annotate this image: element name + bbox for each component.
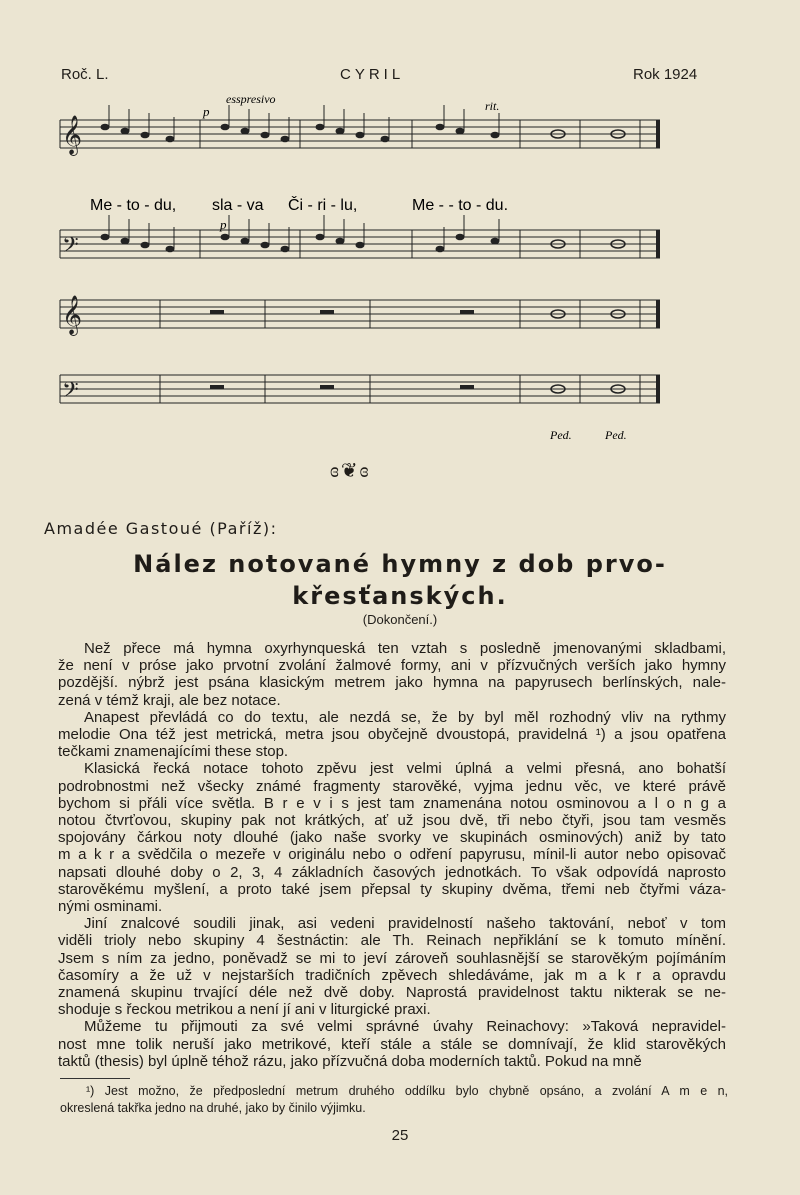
article-author: Amadée Gastoué (Paříž):	[44, 519, 278, 538]
note-head	[491, 238, 500, 245]
header-journal-title: CYRIL	[340, 66, 405, 83]
note-head	[356, 132, 365, 139]
final-barline	[656, 230, 660, 258]
text-line: pozdější. nýbrž jest psána klasickým metrem jako hymna na papyrusech berlínských, nale-	[58, 674, 726, 692]
note-head	[261, 132, 270, 139]
text-line: znamená skupinu trvající déle než dvě doby. Naprostá pravidelnost taktu nikterak se ne-	[58, 984, 726, 1002]
note-head	[336, 128, 345, 135]
text-line: viděli trioly nebo skupiny 4 šestnáctin: ale Th. Reinach nepřiklání se k tomuto mínění.	[58, 932, 726, 950]
note-head	[436, 124, 445, 131]
expression-marking: esspresivo	[226, 92, 276, 106]
ritardando-marking: rit.	[485, 99, 500, 113]
final-barline	[656, 375, 660, 403]
text-line: bychom si přáli více světla. B r e v i s jest tam znamenána notou osminovou a l o n g a	[58, 794, 726, 812]
note-head	[166, 136, 175, 143]
note-head	[316, 234, 325, 241]
text-line: že není v próse jako prvotní zvolání žalmové formy, ani v přízvučných verších jako hymny	[58, 657, 726, 675]
lyric-4: Me - - to - du.	[412, 197, 509, 214]
text-line: m a k r a svědčila o mezeře v originálu nebo o odření papyrusu, mínil-li autor nebo opisovač	[58, 846, 726, 864]
ornament: ɞ❦ɞ	[330, 460, 371, 482]
footnote	[60, 1083, 728, 1117]
paragraph	[58, 1018, 726, 1070]
text-line: Jsem s ním za jedno, poněvadž se mi to jeví zároveň souhlasnější se starověkým pojímáním	[58, 949, 726, 967]
whole-rest	[210, 310, 224, 314]
staves	[60, 120, 660, 403]
text-line: shoduje s řeckou metrikou a není jí ani v liturgické praxi.	[58, 1001, 431, 1019]
note-head	[336, 238, 345, 245]
text-line: Klasická řecká notace tohoto zpěvu jest velmi úplná a velmi přesná, ano bohatší	[84, 760, 726, 778]
text-line: zená v témž kraji, ale bez notace.	[58, 691, 281, 709]
note-head	[436, 246, 445, 253]
text-line: melodie Ona též jest metrická, metra jsou obyčejně dvoustopá, pravidelná ¹) a jsou opatřena	[58, 726, 726, 744]
clef: 𝄢	[62, 233, 79, 262]
text-line: notou čtvrťovou, skupiny pak not krátkých, ať už jsou dvě, tři nebo čtyři, jsou tam vesměs	[58, 812, 726, 830]
note-head	[141, 132, 150, 139]
article-title-line-1: Nález notované hymny z dob prvo-	[133, 550, 667, 578]
whole-rest	[320, 310, 334, 314]
notes	[62, 105, 660, 407]
lyric-2: sla - va	[212, 197, 264, 214]
page-number: 25	[391, 1127, 409, 1144]
text-line: Jiní znalcové soudili jinak, asi vedeni pravidelností našeho taktování, neboť v tom	[84, 915, 726, 933]
note-head	[456, 234, 465, 241]
note-head	[281, 246, 290, 253]
final-barline	[656, 120, 660, 148]
note-head	[166, 246, 175, 253]
note-head	[141, 242, 150, 249]
pedal-marking-1: Ped.	[550, 428, 572, 442]
note-head	[121, 128, 130, 135]
lyric-1: Me - to - du,	[90, 197, 177, 214]
paragraph	[58, 640, 726, 709]
final-barline	[656, 300, 660, 328]
paragraph	[58, 709, 726, 761]
dynamic-p: p	[203, 104, 210, 119]
text-line: Můžeme tu přijmouti za své velmi správné úvahy Reinachovy: »Taková nepravidel-	[84, 1018, 726, 1036]
article-subtitle: (Dokončení.)	[362, 612, 438, 627]
article-title-line-2: křesťanských.	[292, 582, 508, 610]
clef: 𝄞	[62, 117, 83, 154]
dynamic-p-lower: p	[220, 217, 227, 232]
text-line: taktů (thesis) byl úplně téhož rázu, jako přízvučná doba moderních taktů. Pokud na mně	[58, 1052, 642, 1070]
note-head	[281, 136, 290, 143]
whole-rest	[320, 385, 334, 389]
note-head	[101, 124, 110, 131]
pedal-marking-2: Ped.	[605, 428, 627, 442]
footnote-line: okreslená takřka jedno na druhé, jako by činilo výjimku.	[60, 1101, 366, 1115]
note-head	[356, 242, 365, 249]
paragraph	[58, 760, 726, 915]
text-line: podrobnostmi než všecky známé fragmenty starověké, vyjma jednu věc, ve které právě	[58, 777, 726, 795]
header-volume: Roč. L.	[61, 66, 109, 83]
footnote-divider	[60, 1078, 130, 1079]
whole-rest	[460, 385, 474, 389]
header-year: Rok 1924	[633, 66, 698, 83]
article-body	[58, 640, 726, 1070]
note-head	[121, 238, 130, 245]
text-line: nými osminami.	[58, 898, 163, 916]
note-head	[221, 124, 230, 131]
note-head	[456, 128, 465, 135]
whole-rest	[460, 310, 474, 314]
text-line: spojovány čárkou noty dlouhé (jako naše svorky ve skupinách osminových) aniž by tato	[58, 829, 726, 847]
note-head	[491, 132, 500, 139]
text-line: tečkami znamenajícími these stop.	[58, 743, 289, 761]
note-head	[241, 238, 250, 245]
clef: 𝄞	[62, 297, 83, 334]
note-head	[261, 242, 270, 249]
paragraph	[58, 915, 726, 1018]
text-line: Než přece má hymna oxyrhynqueská ten vztah s posledně jmenovanými skladbami,	[84, 640, 726, 657]
note-head	[316, 124, 325, 131]
text-line: časomíry a že už v nejstarších tradičních zpěvech shledáváme, jak m a k r a opravdu	[58, 966, 726, 984]
text-line: napsati dlouhé doby o 2, 3, 4 základních časových jednotkách. To však odpovídá naprosto	[58, 863, 726, 881]
whole-rest	[210, 385, 224, 389]
text-line: Anapest převládá co do textu, ale nezdá se, že by byl měl rozhodný vliv na rythmy	[84, 708, 726, 726]
note-head	[381, 136, 390, 143]
note-head	[221, 234, 230, 241]
text-line: starověkému myšlení, a proto také jsem přepsal ty skupiny dvěma, třemi neb čtyřmi váza-	[58, 880, 726, 898]
lyric-3: Či - ri - lu,	[288, 197, 358, 214]
clef: 𝄢	[62, 378, 79, 407]
footnote-line: ¹) Jest možno, že předposlední metrum druhého oddílku bylo chybně opsáno, a zvolání A m e n,	[86, 1084, 728, 1098]
text-line: nost mne tolik neruší jako metrikové, kteří stále a stále se domnívají, že klid starověkých	[58, 1035, 726, 1053]
music-score	[40, 90, 680, 450]
note-head	[241, 128, 250, 135]
note-head	[101, 234, 110, 241]
